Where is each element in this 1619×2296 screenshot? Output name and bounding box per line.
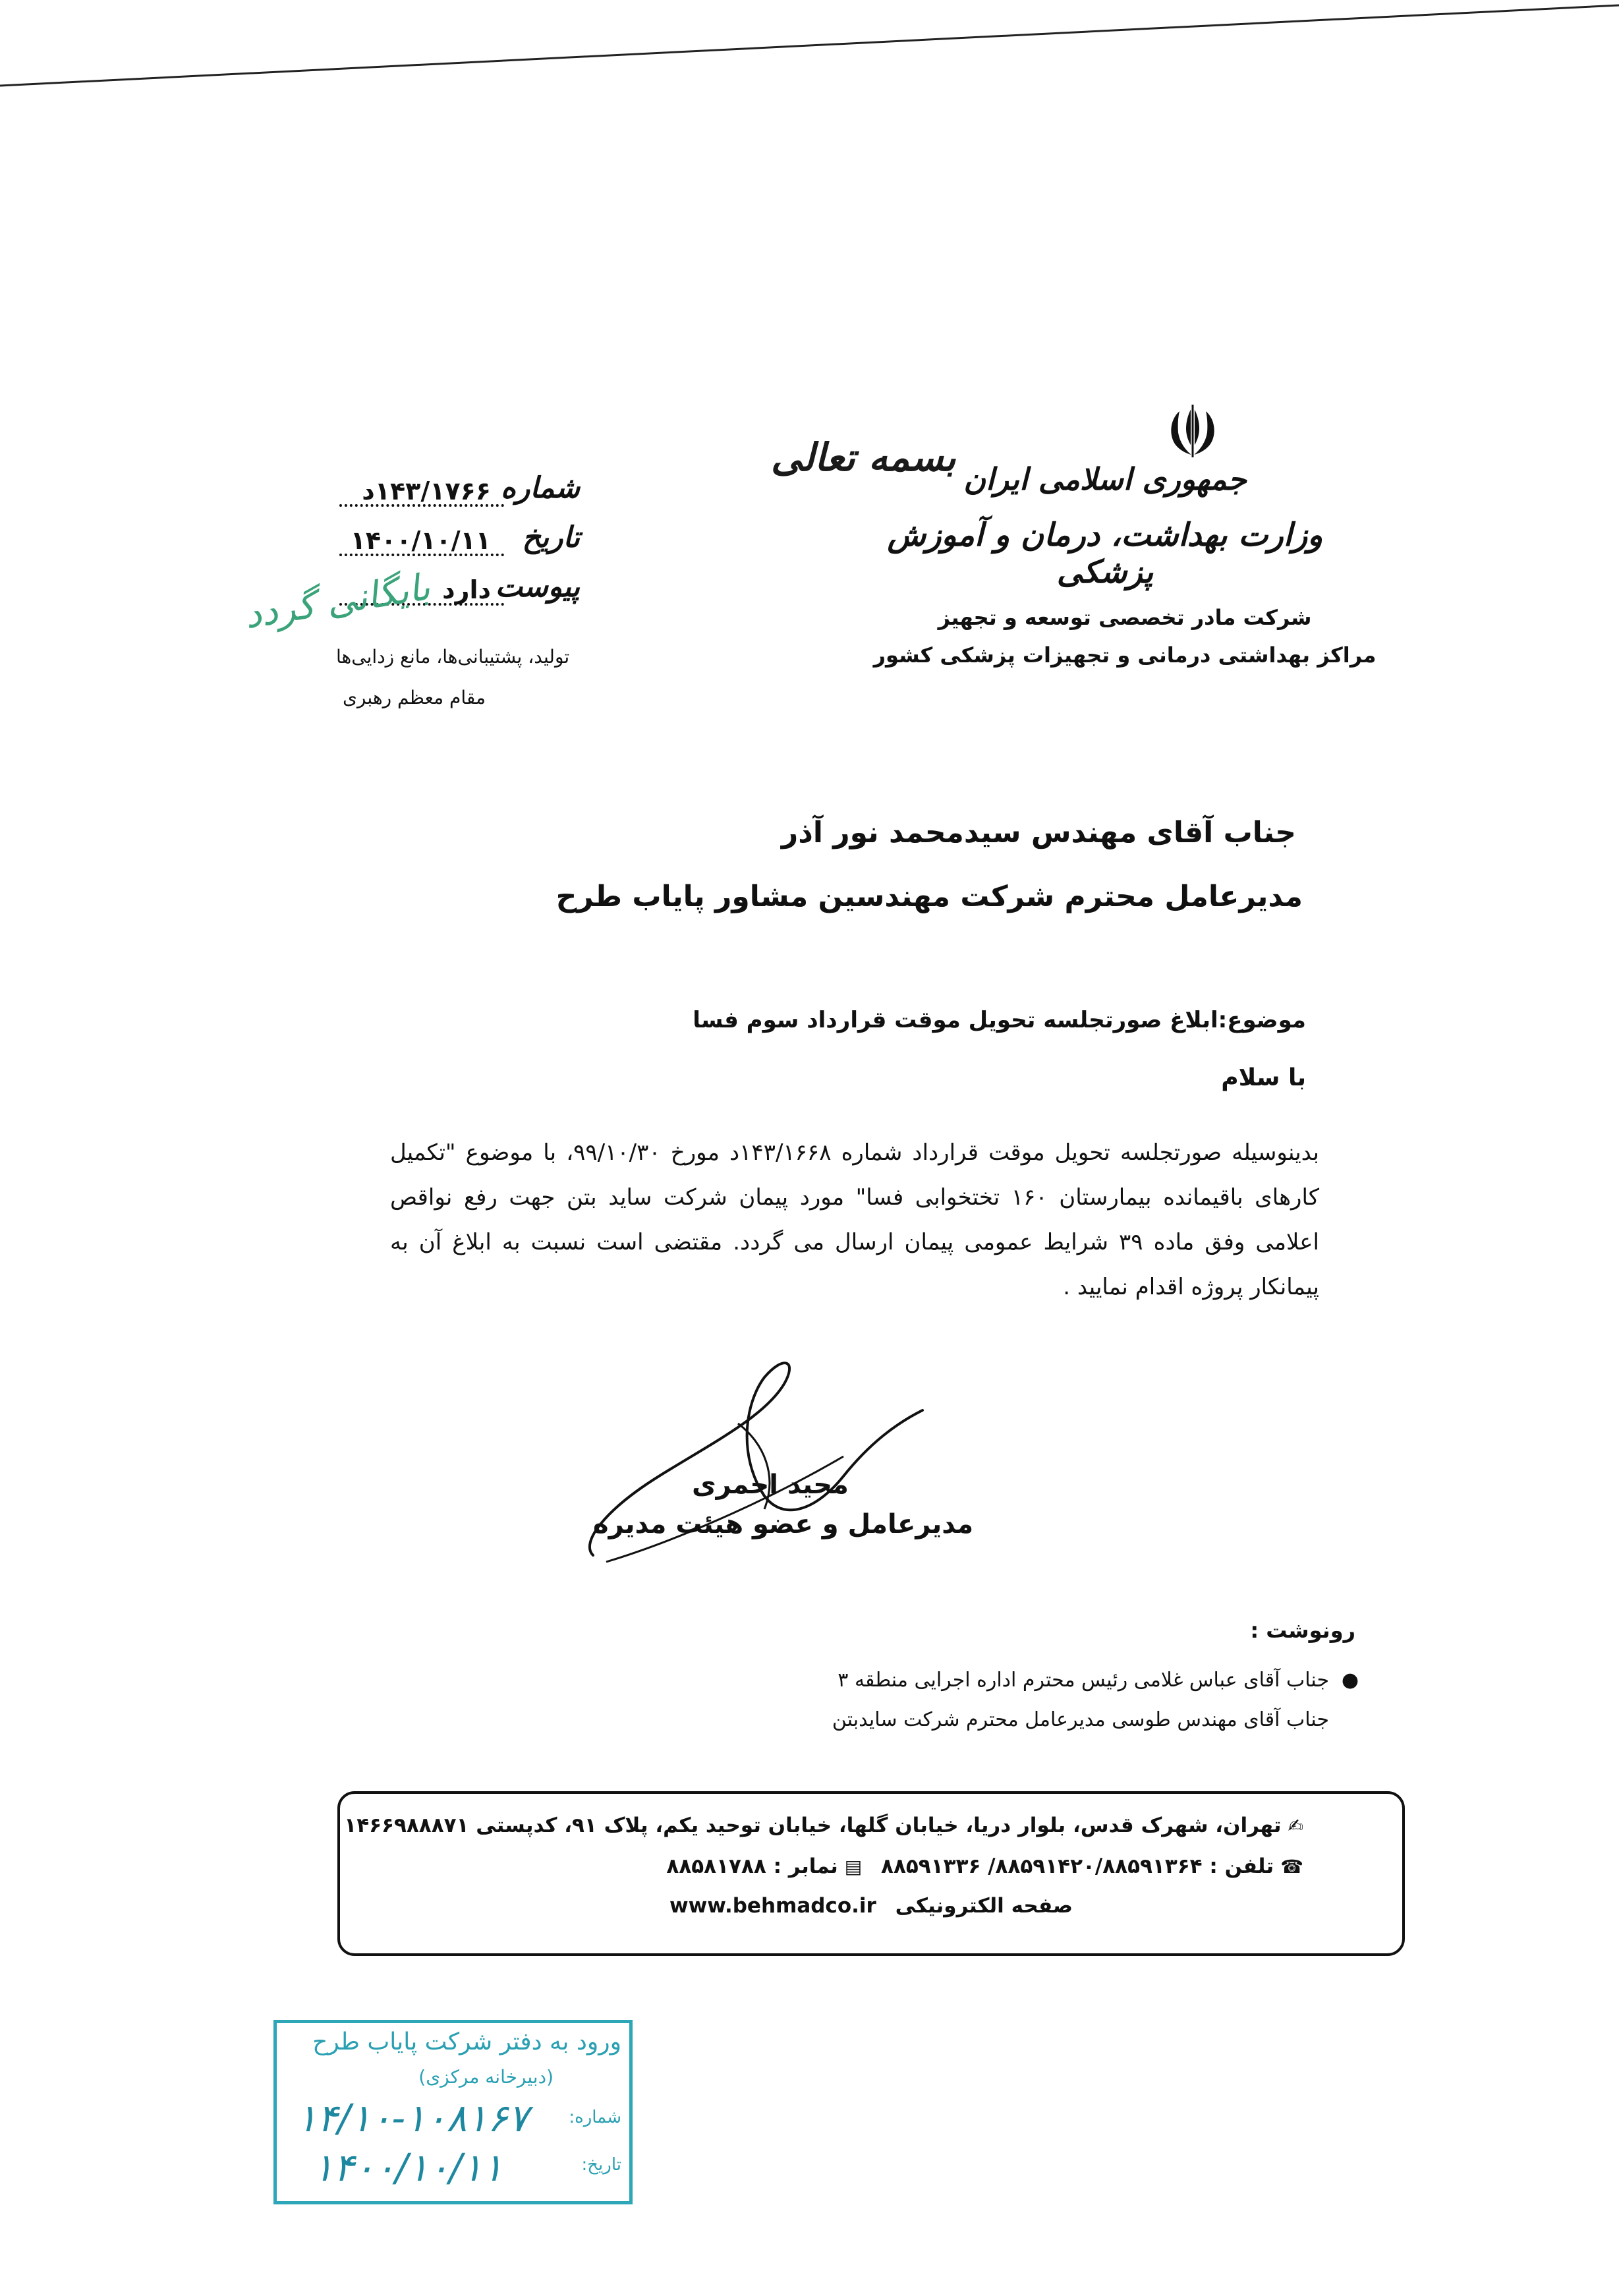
receipt-stamp	[273, 2020, 633, 2204]
letter-number: ۱۴۳/۱۷۶۶د	[362, 476, 491, 505]
attachment-label: پیوست	[495, 570, 580, 604]
attachment-value: دارد	[442, 575, 491, 604]
cc-recipient-text: جناب آقای عباس غلامی رئیس محترم اداره اجرایی منطقه ۳	[838, 1669, 1329, 1692]
stamp-number-label: شماره:	[569, 2108, 621, 2127]
basmala: بسمه تعالی	[771, 435, 956, 480]
letter-date: ۱۴۰۰/۱۰/۱۱	[350, 526, 491, 555]
addressee-title: مدیرعامل محترم شرکت مهندسین مشاور پایاب طرح	[555, 880, 1303, 913]
handwritten-signature	[567, 1344, 936, 1582]
cc-recipient-text: جناب آقای مهندس طوسی مدیرعامل محترم شرکت سایدبتن	[832, 1708, 1329, 1731]
slogan-text: تولید، پشتیبانی‌ها، مانع زدایی‌ها	[336, 646, 570, 668]
stamp-number-handwritten: ۱۴/۱۰-۱۰۸۱۶۷	[297, 2096, 528, 2140]
fax-label: نمابر :	[773, 1854, 838, 1878]
footer-website	[669, 1894, 1073, 1918]
cc-recipient	[832, 1700, 1329, 1740]
stamp-date-handwritten: ۱۴۰۰/۱۰/۱۱	[313, 2145, 503, 2190]
footer-address	[344, 1814, 1303, 1837]
phone-label: تلفن :	[1209, 1854, 1274, 1878]
ministry-heading	[855, 461, 1355, 590]
letter-body: بدینوسیله صورتجلسه تحویل موقت قرارداد شماره ۱۴۳/۱۶۶۸د مورخ ۹۹/۱۰/۳۰، با موضوع "تکمیل کارهای باقیمانده بیمارستان ۱۶۰ تختخوابی فسا" مورد پیمان شرکت ساید بتن جهت رفع نواقص اعلامی وفق ماده ۳۹ شرایط عمومی پیمان ارسال می گردد. مقتضی است نسبت به ابلاغ آن به پیمانکار پروژه اقدام نمایید .	[390, 1139, 1320, 1300]
fax-icon: ▤	[844, 1856, 863, 1878]
cc-recipient	[832, 1661, 1359, 1700]
bullet-icon: ●	[1341, 1669, 1359, 1692]
slogan-attribution: مقام معظم رهبری	[343, 687, 486, 708]
letter-date-row	[343, 521, 580, 563]
website-url[interactable]: www.behmadco.ir	[669, 1894, 876, 1918]
phone-numbers: ۸۸۵۹۱۴۲۰/۸۸۵۹۱۳۶۴/ ۸۸۵۹۱۳۳۶	[881, 1854, 1203, 1878]
letter-number-row	[343, 471, 580, 513]
footer-phone	[666, 1854, 1303, 1878]
country-name: جمهوری اسلامی ایران	[963, 461, 1247, 497]
company-name: شرکت مادر تخصصی توسعه و تجهیز	[938, 605, 1312, 630]
signatory-name: مجید احمری	[692, 1470, 849, 1500]
cc-heading: رونوشت :	[1250, 1618, 1355, 1643]
greeting: با سلام	[1221, 1064, 1306, 1091]
website-label: صفحه الکترونیکی	[895, 1894, 1073, 1918]
stamp-title: ورود به دفتر شرکت پایاب طرح	[312, 2028, 621, 2055]
stamp-date-label: تاریخ:	[581, 2155, 621, 2175]
stamp-subtitle: (دبیرخانه مرکزی)	[418, 2066, 554, 2088]
company-subtitle: مراکز بهداشتی درمانی و تجهیزات پزشکی کشور	[873, 643, 1377, 668]
scan-edge-line	[0, 0, 1619, 105]
fax-number: ۸۸۵۸۱۷۸۸	[666, 1854, 766, 1878]
footer-contact-box	[337, 1791, 1405, 1956]
number-label: شماره	[500, 471, 580, 505]
pen-icon: ✍	[1288, 1815, 1303, 1837]
cc-list	[832, 1661, 1359, 1740]
signatory-title: مدیرعامل و عضو هیئت مدیره	[593, 1509, 974, 1539]
address-text: تهران، شهرک قدس، بلوار دریا، خیابان گلها، خیابان توحید یکم، پلاک ۹۱، کدپستی ۱۴۶۶۹۸۸۸۷۱	[344, 1814, 1282, 1837]
ministry-name: وزارت بهداشت، درمان و آموزش پزشکی	[887, 517, 1323, 590]
letter-subject: موضوع:ابلاغ صورتجلسه تحویل موقت قرارداد سوم فسا	[693, 1007, 1306, 1033]
addressee-name: جناب آقای مهندس سیدمحمد نور آذر	[781, 816, 1296, 849]
phone-icon: ☎	[1280, 1856, 1303, 1878]
handwritten-archive-note: بایگانی گردد	[241, 565, 434, 637]
iran-emblem-icon	[1160, 402, 1226, 461]
date-label: تاریخ	[522, 521, 580, 554]
